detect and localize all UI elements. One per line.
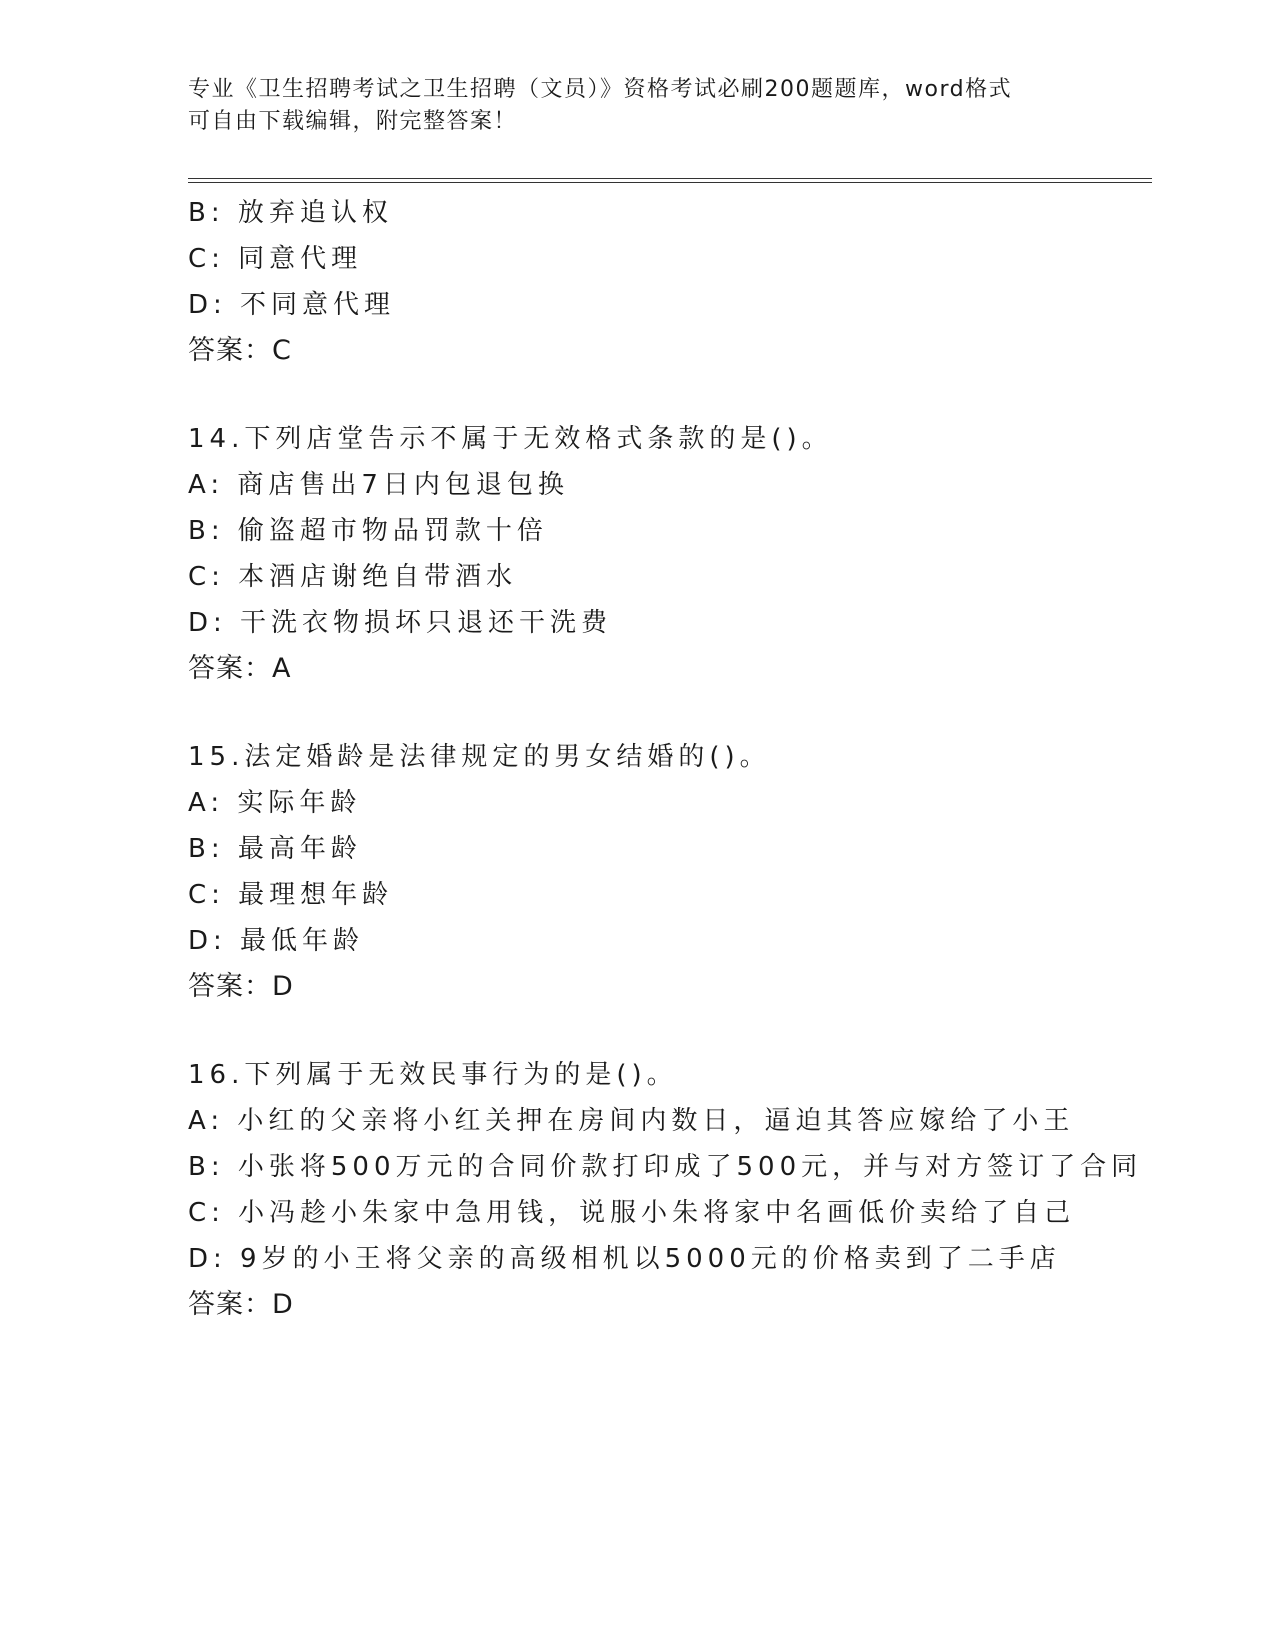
question-stem: 16.下列属于无效民事行为的是()。 [188,1060,678,1090]
question-stem: 14.下列店堂告示不属于无效格式条款的是()。 [188,424,833,454]
spacer [188,1010,1188,1052]
spacer [188,374,1188,416]
answer: 答案：A [188,653,292,684]
header-title-line-2: 可自由下载编辑，附完整答案！ [188,109,518,134]
answer: 答案：D [188,971,294,1002]
question-14 [188,416,1188,692]
option-b: B: 小张将500万元的合同价款打印成了500元，并与对方签订了合同 [188,1152,1143,1182]
option-c: C: 本酒店谢绝自带酒水 [188,562,518,592]
option-c: C: 同意代理 [188,244,363,274]
question-list [188,190,1188,1328]
answer: 答案：C [188,335,292,366]
header-title-line-1: 专业《卫生招聘考试之卫生招聘（文员）》资格考试必刷200题题库，word格式 [188,77,1013,102]
document-header [188,74,1088,138]
option-c: C: 最理想年龄 [188,880,394,910]
option-d: D: 最低年龄 [188,926,365,956]
question-15 [188,734,1188,1010]
option-d: D: 不同意代理 [188,290,396,320]
option-a: A: 商店售出7日内包退包换 [188,470,569,500]
option-d: D: 9岁的小王将父亲的高级相机以5000元的价格卖到了二手店 [188,1244,1061,1274]
spacer [188,692,1188,734]
option-c: C: 小冯趁小朱家中急用钱，说服小朱将家中名画低价卖给了自己 [188,1198,1076,1228]
answer: 答案：D [188,1289,294,1320]
question-stem: 15.法定婚龄是法律规定的男女结婚的()。 [188,742,771,772]
option-d: D: 干洗衣物损坏只退还干洗费 [188,608,613,638]
question-13-partial [188,190,1188,374]
option-a: A: 小红的父亲将小红关押在房间内数日，逼迫其答应嫁给了小王 [188,1106,1075,1136]
option-b: B: 放弃追认权 [188,198,393,228]
option-a: A: 实际年龄 [188,788,362,818]
header-divider [188,178,1152,183]
option-b: B: 最高年龄 [188,834,362,864]
option-b: B: 偷盗超市物品罚款十倍 [188,516,548,546]
question-16 [188,1052,1188,1328]
